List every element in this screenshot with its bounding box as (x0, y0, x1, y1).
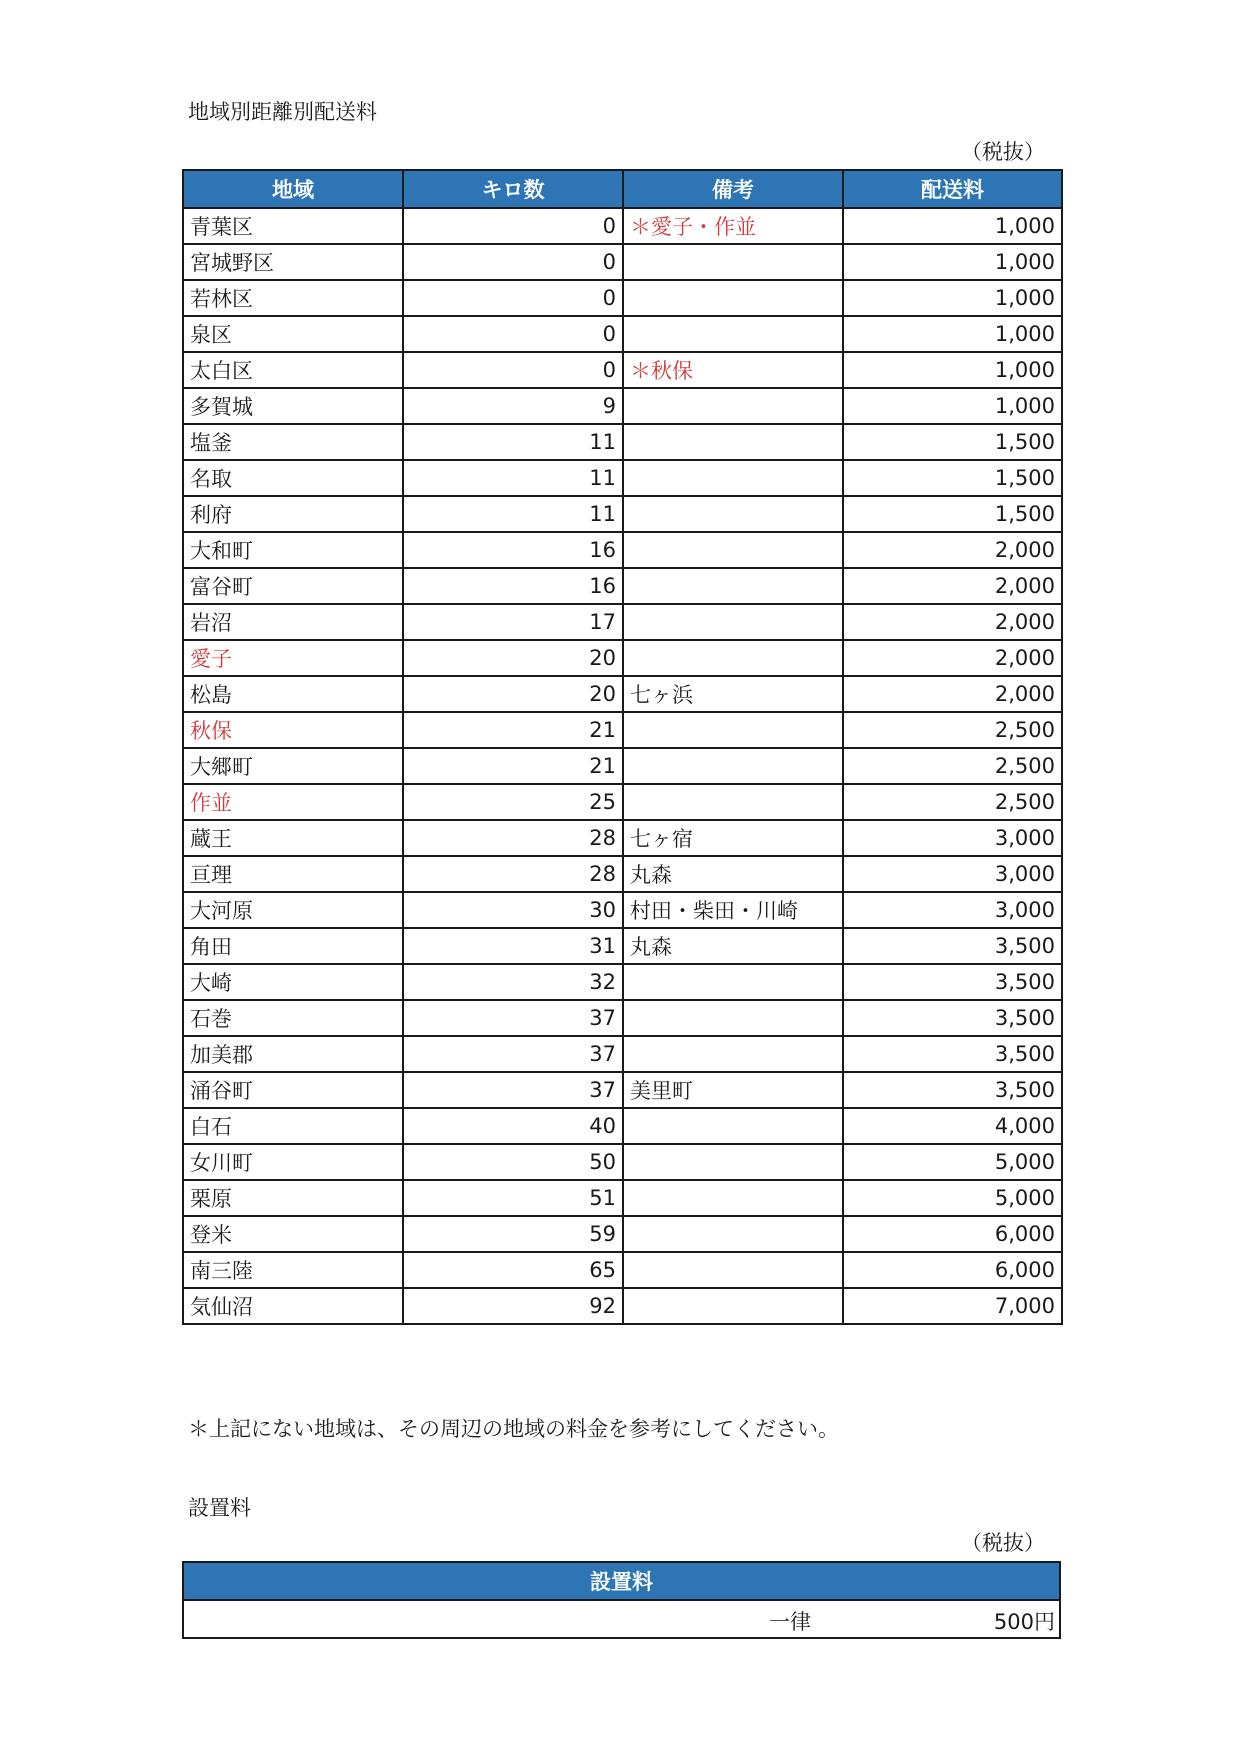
cell-km: 21 (403, 712, 623, 748)
cell-area: 岩沼 (183, 604, 403, 640)
cell-km: 17 (403, 604, 623, 640)
cell-km: 25 (403, 784, 623, 820)
install-condition: 一律 (769, 1610, 811, 1634)
footnote: ＊上記にない地域は、その周辺の地域の料金を参考にしてください。 (188, 1417, 839, 1441)
cell-fee: 2,000 (843, 568, 1062, 604)
cell-km: 21 (403, 748, 623, 784)
cell-note: 丸森 (623, 928, 843, 964)
cell-area: 蔵王 (183, 820, 403, 856)
cell-km: 32 (403, 964, 623, 1000)
cell-note (623, 964, 843, 1000)
header-area: 地域 (183, 170, 403, 208)
cell-km: 20 (403, 676, 623, 712)
table-row (183, 892, 1062, 928)
cell-km: 16 (403, 532, 623, 568)
cell-fee: 3,000 (843, 820, 1062, 856)
install-cell (183, 1600, 1060, 1638)
cell-fee: 1,500 (843, 496, 1062, 532)
cell-area: 亘理 (183, 856, 403, 892)
cell-area: 加美郡 (183, 1036, 403, 1072)
cell-note (623, 244, 843, 280)
cell-note (623, 280, 843, 316)
cell-note: ＊愛子・作並 (623, 208, 843, 244)
cell-note (623, 1216, 843, 1252)
cell-fee: 3,500 (843, 1000, 1062, 1036)
table-row (183, 856, 1062, 892)
cell-fee: 1,500 (843, 460, 1062, 496)
page-title: 地域別距離別配送料 (188, 100, 377, 124)
cell-note (623, 1288, 843, 1324)
cell-km: 0 (403, 280, 623, 316)
cell-fee: 1,000 (843, 208, 1062, 244)
cell-fee: 3,500 (843, 964, 1062, 1000)
table-row (183, 712, 1062, 748)
cell-note (623, 568, 843, 604)
table-row (183, 1108, 1062, 1144)
cell-note: 村田・柴田・川崎 (623, 892, 843, 928)
cell-note: 美里町 (623, 1072, 843, 1108)
cell-area: 青葉区 (183, 208, 403, 244)
cell-note (623, 604, 843, 640)
install-header-row (183, 1562, 1060, 1600)
cell-km: 30 (403, 892, 623, 928)
cell-area: 大河原 (183, 892, 403, 928)
cell-km: 0 (403, 208, 623, 244)
cell-note: 七ヶ宿 (623, 820, 843, 856)
table-row (183, 928, 1062, 964)
cell-area: 名取 (183, 460, 403, 496)
cell-area: 塩釜 (183, 424, 403, 460)
table-row (183, 1000, 1062, 1036)
table-row (183, 568, 1062, 604)
install-price: 500円 (993, 1610, 1055, 1634)
cell-km: 92 (403, 1288, 623, 1324)
table-row (183, 1252, 1062, 1288)
cell-area: 多賀城 (183, 388, 403, 424)
cell-area: 太白区 (183, 352, 403, 388)
cell-note (623, 748, 843, 784)
table-row (183, 1036, 1062, 1072)
cell-km: 65 (403, 1252, 623, 1288)
cell-km: 16 (403, 568, 623, 604)
table-row (183, 1180, 1062, 1216)
cell-area: 松島 (183, 676, 403, 712)
cell-km: 28 (403, 820, 623, 856)
cell-note (623, 1144, 843, 1180)
cell-fee: 1,500 (843, 424, 1062, 460)
table-header-row (183, 170, 1062, 208)
cell-note: 七ヶ浜 (623, 676, 843, 712)
install-section-title: 設置料 (188, 1496, 251, 1520)
cell-km: 0 (403, 352, 623, 388)
cell-fee: 4,000 (843, 1108, 1062, 1144)
cell-area: 栗原 (183, 1180, 403, 1216)
cell-km: 51 (403, 1180, 623, 1216)
table-row (183, 460, 1062, 496)
cell-area: 富谷町 (183, 568, 403, 604)
table-row (183, 388, 1062, 424)
cell-fee: 2,500 (843, 712, 1062, 748)
cell-km: 50 (403, 1144, 623, 1180)
table-row (183, 1072, 1062, 1108)
cell-km: 28 (403, 856, 623, 892)
table-row (183, 1144, 1062, 1180)
cell-area: 秋保 (183, 712, 403, 748)
cell-km: 9 (403, 388, 623, 424)
cell-note (623, 1252, 843, 1288)
cell-area: 宮城野区 (183, 244, 403, 280)
cell-fee: 3,000 (843, 856, 1062, 892)
install-header: 設置料 (183, 1562, 1060, 1600)
cell-fee: 3,500 (843, 1036, 1062, 1072)
cell-fee: 3,500 (843, 928, 1062, 964)
cell-area: 大崎 (183, 964, 403, 1000)
cell-km: 0 (403, 316, 623, 352)
cell-fee: 2,000 (843, 640, 1062, 676)
table-row (183, 676, 1062, 712)
cell-fee: 1,000 (843, 352, 1062, 388)
install-row (183, 1600, 1060, 1638)
cell-note (623, 1036, 843, 1072)
cell-fee: 5,000 (843, 1180, 1062, 1216)
cell-area: 女川町 (183, 1144, 403, 1180)
cell-note (623, 460, 843, 496)
cell-fee: 7,000 (843, 1288, 1062, 1324)
cell-fee: 1,000 (843, 316, 1062, 352)
cell-fee: 1,000 (843, 280, 1062, 316)
table-row (183, 784, 1062, 820)
cell-fee: 6,000 (843, 1252, 1062, 1288)
cell-km: 31 (403, 928, 623, 964)
table-row (183, 424, 1062, 460)
cell-km: 37 (403, 1036, 623, 1072)
cell-note (623, 712, 843, 748)
cell-fee: 3,000 (843, 892, 1062, 928)
cell-note (623, 388, 843, 424)
cell-area: 登米 (183, 1216, 403, 1252)
cell-note (623, 1000, 843, 1036)
table-row (183, 1216, 1062, 1252)
cell-km: 11 (403, 460, 623, 496)
header-fee: 配送料 (843, 170, 1062, 208)
header-km: キロ数 (403, 170, 623, 208)
cell-fee: 1,000 (843, 244, 1062, 280)
installation-fee-table (182, 1561, 1061, 1639)
cell-area: 泉区 (183, 316, 403, 352)
cell-note (623, 316, 843, 352)
table-row (183, 1288, 1062, 1324)
cell-note (623, 424, 843, 460)
table-row (183, 820, 1062, 856)
cell-km: 37 (403, 1000, 623, 1036)
table-row (183, 640, 1062, 676)
cell-fee: 2,500 (843, 748, 1062, 784)
cell-note (623, 1180, 843, 1216)
delivery-fee-table (182, 169, 1063, 1325)
table-row (183, 964, 1062, 1000)
cell-note (623, 532, 843, 568)
cell-km: 11 (403, 424, 623, 460)
cell-area: 作並 (183, 784, 403, 820)
cell-area: 利府 (183, 496, 403, 532)
cell-fee: 2,000 (843, 532, 1062, 568)
tax-note: （税抜） (961, 140, 1045, 164)
cell-area: 石巻 (183, 1000, 403, 1036)
table-row (183, 352, 1062, 388)
cell-fee: 1,000 (843, 388, 1062, 424)
cell-area: 角田 (183, 928, 403, 964)
install-tax-note: （税抜） (961, 1531, 1045, 1555)
table-row (183, 604, 1062, 640)
table-row (183, 496, 1062, 532)
cell-note: ＊秋保 (623, 352, 843, 388)
cell-note (623, 1108, 843, 1144)
cell-note (623, 640, 843, 676)
cell-note (623, 496, 843, 532)
cell-area: 大和町 (183, 532, 403, 568)
table-row (183, 208, 1062, 244)
cell-km: 37 (403, 1072, 623, 1108)
cell-area: 南三陸 (183, 1252, 403, 1288)
cell-km: 11 (403, 496, 623, 532)
cell-km: 0 (403, 244, 623, 280)
cell-km: 59 (403, 1216, 623, 1252)
table-row (183, 748, 1062, 784)
cell-fee: 6,000 (843, 1216, 1062, 1252)
cell-km: 40 (403, 1108, 623, 1144)
table-row (183, 316, 1062, 352)
cell-area: 涌谷町 (183, 1072, 403, 1108)
table-row (183, 280, 1062, 316)
cell-fee: 2,500 (843, 784, 1062, 820)
header-note: 備考 (623, 170, 843, 208)
cell-area: 愛子 (183, 640, 403, 676)
table-row (183, 532, 1062, 568)
cell-fee: 2,000 (843, 604, 1062, 640)
cell-fee: 2,000 (843, 676, 1062, 712)
cell-area: 大郷町 (183, 748, 403, 784)
cell-note (623, 784, 843, 820)
cell-fee: 3,500 (843, 1072, 1062, 1108)
cell-km: 20 (403, 640, 623, 676)
cell-fee: 5,000 (843, 1144, 1062, 1180)
cell-area: 白石 (183, 1108, 403, 1144)
cell-area: 若林区 (183, 280, 403, 316)
table-row (183, 244, 1062, 280)
cell-note: 丸森 (623, 856, 843, 892)
cell-area: 気仙沼 (183, 1288, 403, 1324)
